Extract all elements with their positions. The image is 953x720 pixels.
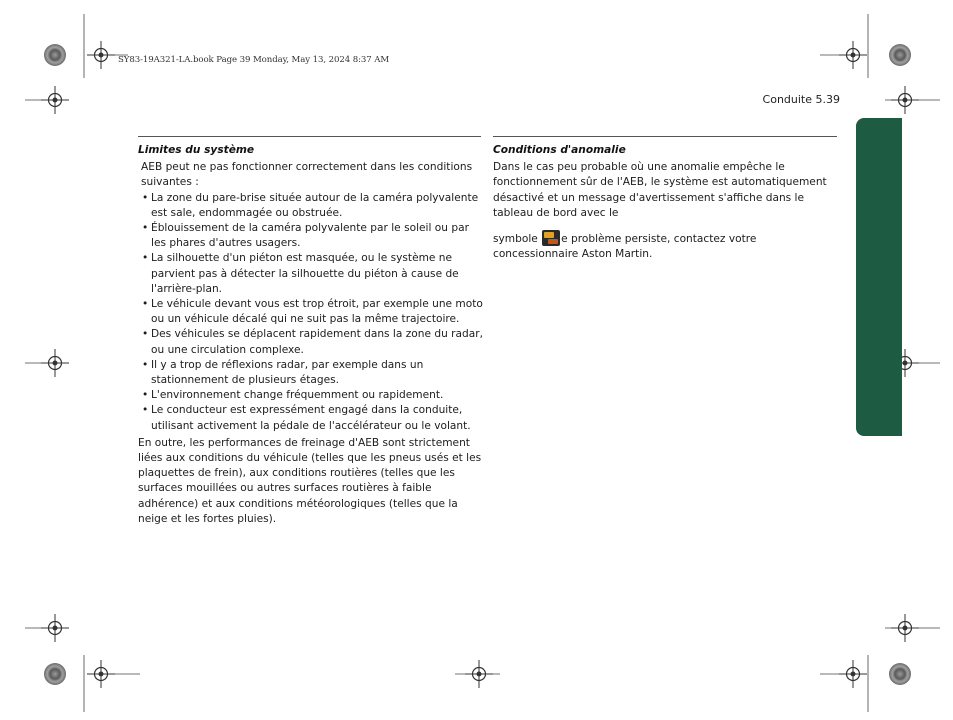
page-number: Conduite 5.39 [762, 93, 840, 106]
left-column [138, 143, 483, 527]
right-column [493, 143, 841, 262]
symbol-word: symbole [493, 233, 538, 246]
anomaly-paragraph: Dans le cas peu probable où une anomalie empêche le fonctionnement sûr de l'AEB, le système est automatiquement désactivé et un message d'avertissement s'affiche dans le tableau de bord avec le [493, 161, 827, 219]
bullet-symbol: • [142, 222, 149, 235]
symbol-followup: e problème persiste, contactez votre concessionnaire Aston Martin. [493, 233, 757, 261]
list-item: • La zone du pare-brise située autour de la caméra polyvalente est sale, endommagée ou obstruée. [142, 191, 479, 219]
intro-paragraph: AEB peut ne pas fonctionner correctement dans les conditions suivantes : [141, 161, 473, 189]
closing-paragraph: En outre, les performances de freinage d'AEB sont strictement liées aux conditions du véhicule (telles que les pneus usés et les plaquettes de frein), aux conditions routières (telles que les surfaces mouillées ou autres surfaces routières à faible adhérence) et aux conditions météorologiques (telles que la neige et les fortes pluies). [138, 436, 482, 525]
bullet-symbol: • [142, 328, 149, 341]
section-rule-left [138, 136, 481, 137]
print-header: SY83-19A321-LA.book Page 39 Monday, May 13, 2024 8:37 AM [118, 55, 390, 65]
limitations-list [138, 191, 483, 434]
chapter-side-tab [856, 118, 902, 436]
aeb-warning-icon [542, 230, 560, 246]
list-item: • Le conducteur est expressément engagé dans la conduite, utilisant activement la pédale de l'accélérateur ou le volant. [142, 404, 471, 432]
symbol-paragraph [493, 230, 841, 262]
bullet-symbol: • [142, 191, 149, 204]
list-item: • Il y a trop de réflexions radar, par exemple dans un stationnement de plusieurs étages. [142, 358, 424, 387]
bullet-symbol: • [142, 298, 149, 311]
section-rule-right [493, 136, 837, 137]
list-item: • L'environnement change fréquemment ou rapidement. [138, 388, 483, 403]
bullet-symbol: • [142, 389, 149, 402]
list-item: • Le véhicule devant vous est trop étroit, par exemple une moto ou un véhicule décalé qui ne suit pas la même trajectoire. [142, 298, 483, 326]
list-item: • Éblouissement de la caméra polyvalente par le soleil ou par les phares d'autres usagers. [142, 222, 469, 250]
bullet-symbol: • [142, 404, 149, 417]
list-item: • La silhouette d'un piéton est masquée, ou le système ne parvient pas à détecter la silhouette du piéton à cause de l'arrière-plan. [142, 252, 459, 295]
list-item: • Des véhicules se déplacent rapidement dans la zone du radar, ou une circulation complexe. [142, 328, 483, 356]
section-title-limits: Limites du système [138, 144, 255, 156]
bullet-symbol: • [142, 252, 149, 265]
bullet-symbol: • [142, 358, 149, 371]
section-title-anomaly: Conditions d'anomalie [493, 144, 626, 156]
